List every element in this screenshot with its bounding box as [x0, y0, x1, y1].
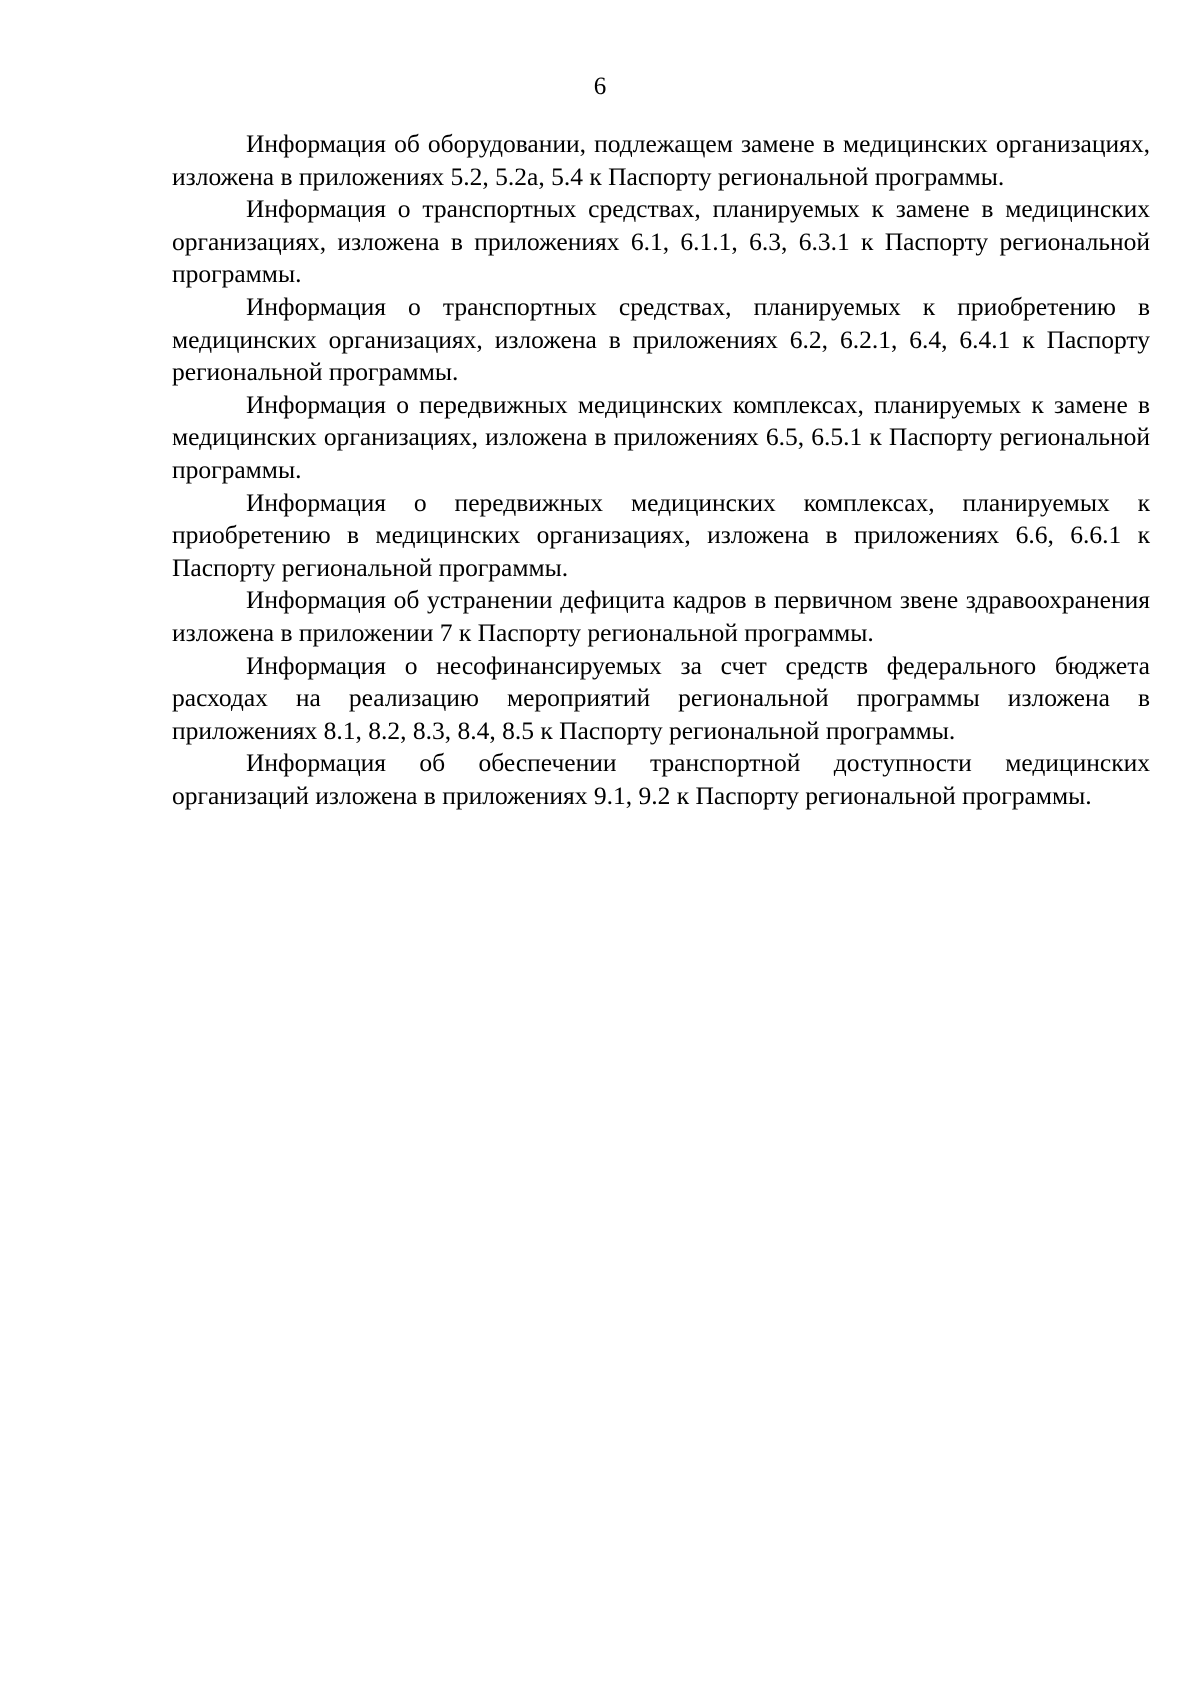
- paragraph-vehicles-replacement: Информация о транспортных средствах, планируемых к замене в медицинских организациях, изложена в приложениях 6.1, 6.1.1, 6.3, 6.3.1 к Паспорту региональной программы.: [172, 194, 1150, 289]
- page-number: 6: [593, 73, 607, 100]
- paragraph-transport-accessibility: Информация об обеспечении транспортной доступности медицинских организаций изложена в приложениях 9.1, 9.2 к Паспорту региональной программы.: [172, 748, 1150, 810]
- document-body: [172, 128, 1150, 812]
- paragraph-staff-shortage: Информация об устранении дефицита кадров в первичном звене здравоохранения изложена в приложении 7 к Паспорту региональной программы.: [172, 585, 1150, 647]
- paragraph-non-cofinanced-expenses: Информация о несофинансируемых за счет средств федерального бюджета расходах на реализацию мероприятий региональной программы изложена в приложениях 8.1, 8.2, 8.3, 8.4, 8.5 к Паспорту региональной программы.: [172, 650, 1150, 745]
- paragraph-equipment-replacement: Информация об оборудовании, подлежащем замене в медицинских организациях, изложена в приложениях 5.2, 5.2а, 5.4 к Паспорту региональной программы.: [172, 129, 1150, 191]
- paragraph-mobile-complexes-acquisition: Информация о передвижных медицинских комплексах, планируемых к приобретению в медицинских организациях, изложена в приложениях 6.6, 6.6.1 к Паспорту региональной программы.: [172, 487, 1150, 582]
- paragraph-mobile-complexes-replacement: Информация о передвижных медицинских комплексах, планируемых к замене в медицинских организациях, изложена в приложениях 6.5, 6.5.1 к Паспорту региональной программы.: [172, 389, 1150, 484]
- paragraph-vehicles-acquisition: Информация о транспортных средствах, планируемых к приобретению в медицинских организациях, изложена в приложениях 6.2, 6.2.1, 6.4, 6.4.1 к Паспорту региональной программы.: [172, 291, 1150, 387]
